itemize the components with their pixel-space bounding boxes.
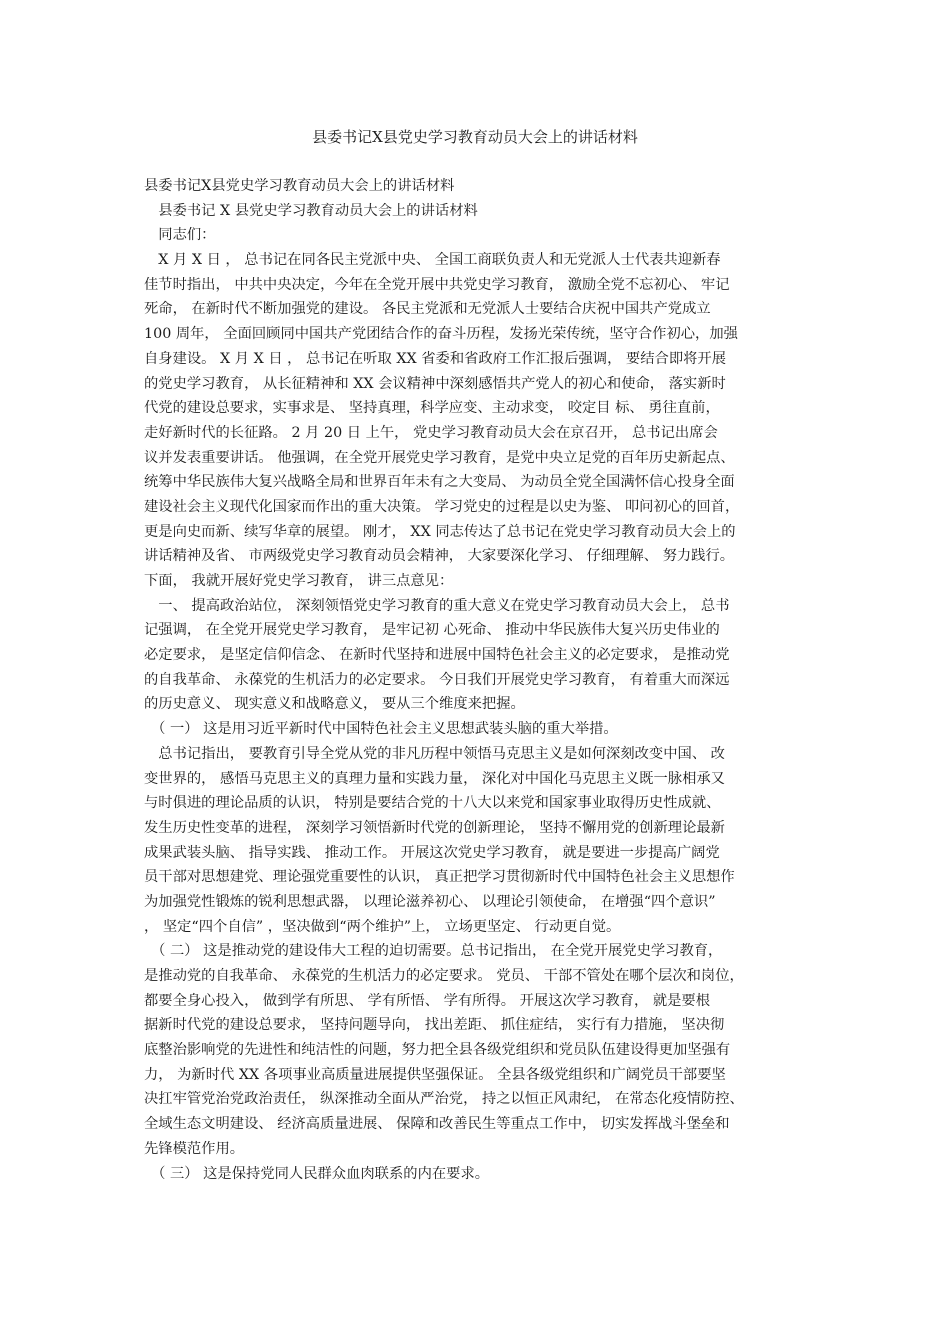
body-line: 佳节时指出， 中共中央决定，今年在全党开展中共党史学习教育， 激励全党不忘初心、 牢记 [144, 276, 730, 293]
body-line: 议并发表重要讲话。 他强调，在全党开展党史学习教育，是党中央立足党的百年历史新起点、 [144, 449, 735, 466]
body-line: 发生历史性变革的进程， 深刻学习领悟新时代党的创新理论， 坚持不懈用党的创新理论最新 [144, 819, 725, 836]
body-line: 底整治影响党的先进性和纯洁性的问题，努力把全县各级党组织和党员队伍建设得更加坚强有 [144, 1042, 731, 1059]
body-line: 讲话精神及省、 市两级党史学习教育动员会精神， 大家要深化学习、 仔细理解、 努力践行。 [144, 548, 735, 565]
body-line: 县委书记 X 县党史学习教育动员大会上的讲话材料 [144, 202, 478, 219]
body-line: 死命， 在新时代不断加强党的建设。 各民主党派和无党派人士要结合庆祝中国共产党成立 [144, 301, 711, 318]
body-line: 据新时代党的建设总要求， 坚持问题导向， 找出差距、 抓住症结， 实行有力措施， 坚决彻 [144, 1017, 725, 1034]
document-body [144, 174, 824, 1186]
body-line: X 月 X 日 ， 总书记在同各民主党派中央、 全国工商联负责人和无党派人士代表共迎新春 [144, 252, 721, 269]
body-line: （ 三） 这是保持党同人民群众血肉联系的内在要求。 [144, 1165, 490, 1182]
body-line: 是推动党的自我革命、 永葆党的生机活力的必定要求。 党员、 干部不管处在哪个层次和岗位， [144, 968, 744, 984]
body-line: 都要全身心投入， 做到学有所思、 学有所悟、 学有所得。 开展这次学习教育， 就是要根 [144, 992, 710, 1009]
body-line: 同志们： [144, 227, 216, 244]
body-line: 的历史意义、 现实意义和战略意义， 要从三个维度来把握。 [144, 696, 525, 713]
body-line: 与时俱进的理论品质的认识， 特别是要结合党的十八大以来党和国家事业取得历史性成就、 [144, 795, 721, 812]
body-line: 走好新时代的长征路。 2 月 20 日 上午， 党史学习教育动员大会在京召开， 总书记出席会 [144, 424, 718, 441]
body-line: 建设社会主义现代化国家而作出的重大决策。 学习党史的过程是以史为鉴、 叩问初心的回首， [144, 498, 740, 515]
body-line: 力， 为新时代 XX 各项事业高质量进展提供坚强保证。 全县各级党组织和广阔党员干部要坚 [144, 1066, 726, 1083]
body-line: 员干部对思想建党、理论强党重要性的认识， 真正把学习贯彻新时代中国特色社会主义思想作 [144, 869, 735, 886]
body-line: 记强调， 在全党开展党史学习教育， 是牢记初 心死命、 推动中华民族伟大复兴历史伟业的 [144, 622, 720, 639]
body-line: 变世界的， 感悟马克思主义的真理力量和实践力量， 深化对中国化马克思主义既一脉相承又 [144, 770, 725, 787]
body-line: 自身建设。 X 月 X 日 ， 总书记在听取 XX 省委和省政府工作汇报后强调， 要结合即将开展 [144, 350, 727, 367]
body-line: 100 周年， 全面回顾同中国共产党团结合作的奋斗历程，发扬光荣传统，坚守合作初心，加强 [144, 326, 738, 343]
body-line: 总书记指出， 要教育引导全党从党的非凡历程中领悟马克思主义是如何深刻改变中国、 改 [144, 745, 725, 762]
body-line: 必定要求， 是坚定信仰信念、 在新时代坚持和进展中国特色社会主义的必定要求， 是推动党 [144, 647, 730, 664]
body-line: （ 二） 这是推动党的建设伟大工程的迫切需要。总书记指出， 在全党开展党史学习教育， [144, 943, 723, 960]
body-line: 为加强党性锻炼的锐利思想武器， 以理论滋养初心、 以理论引领使命， 在增强“四个意识” [144, 893, 716, 910]
body-line: 先锋模范作用。 [144, 1140, 245, 1157]
body-line: 一、 提高政治站位， 深刻领悟党史学习教育的重大意义在党史学习教育动员大会上， 总书 [144, 597, 730, 614]
body-line: 统筹中华民族伟大复兴战略全局和世界百年未有之大变局、 为动员全党全国满怀信心投身全面 [144, 474, 735, 491]
body-line: 县委书记X县党史学习教育动员大会上的讲话材料 [144, 178, 455, 194]
body-line: 成果武装头脑、 指导实践、 推动工作。 开展这次党史学习教育， 就是要进一步提高广阔党 [144, 844, 720, 861]
body-line: 决扛牢管党治党政治责任， 纵深推动全面从严治党， 持之以恒正风肃纪， 在常态化疫情防控、 [144, 1091, 744, 1108]
body-line: ， 坚定“四个自信” ，坚决做到“两个维护”上， 立场更坚定、 行动更自觉。 [144, 918, 621, 935]
document-title: 县委书记X县党史学习教育动员大会上的讲话材料 [312, 128, 638, 146]
body-line: （ 一） 这是用习近平新时代中国特色社会主义思想武装头脑的重大举措。 [144, 721, 618, 738]
body-line: 更是向史而新、续写华章的展望。 刚才， XX 同志传达了总书记在党史学习教育动员大会上的 [144, 523, 736, 540]
body-line: 代党的建设总要求，实事求是、 坚持真理，科学应变、主动求变， 咬定目 标、 勇往直前， [144, 400, 720, 417]
body-line: 全域生态文明建设、 经济高质量进展、 保障和改善民生等重点工作中， 切实发挥战斗堡垒和 [144, 1116, 730, 1133]
body-line: 的自我革命、 永葆党的生机活力的必定要求。 今日我们开展党史学习教育， 有着重大而深远 [144, 671, 730, 688]
body-line: 的党史学习教育， 从长征精神和 XX 会议精神中深刻感悟共产党人的初心和使命， 落实新时 [144, 375, 726, 392]
body-line: 下面， 我就开展好党史学习教育， 讲三点意见： [144, 573, 454, 589]
